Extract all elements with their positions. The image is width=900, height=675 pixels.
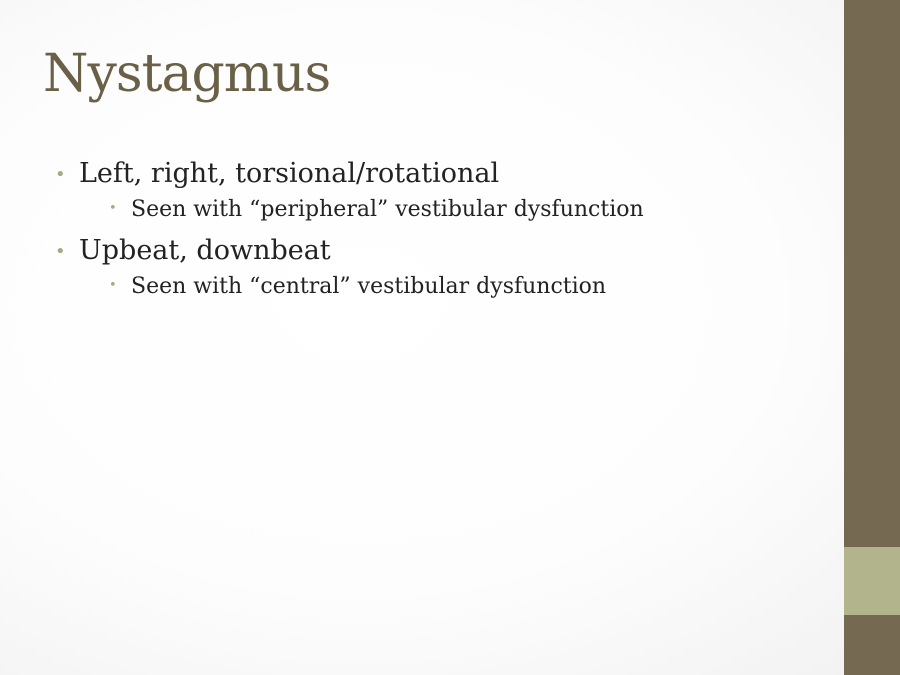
- bullet-item: [55, 158, 815, 224]
- bullet-dot-icon: •: [55, 164, 66, 186]
- bullet-item: [55, 235, 815, 301]
- sub-bullet-dot-icon: •: [109, 277, 117, 293]
- bullet-dot-icon: •: [55, 241, 66, 263]
- sub-bullet-text: Seen with “central” vestibular dysfunction: [131, 274, 607, 300]
- sub-bullet-item: [79, 196, 815, 224]
- sub-bullet-dot-icon: •: [109, 200, 117, 216]
- sub-bullet-text: Seen with “peripheral” vestibular dysfunction: [131, 197, 644, 223]
- sub-bullet-item: [79, 273, 815, 301]
- bullet-text: Upbeat, downbeat: [79, 234, 331, 266]
- sub-bullet-list: [79, 196, 815, 224]
- sub-bullet-list: [79, 273, 815, 301]
- bullet-list: [55, 158, 815, 312]
- bullet-text: Left, right, torsional/rotational: [79, 158, 500, 189]
- sidebar-accent-block: [844, 547, 900, 615]
- slide-title: Nystagmus: [43, 44, 331, 104]
